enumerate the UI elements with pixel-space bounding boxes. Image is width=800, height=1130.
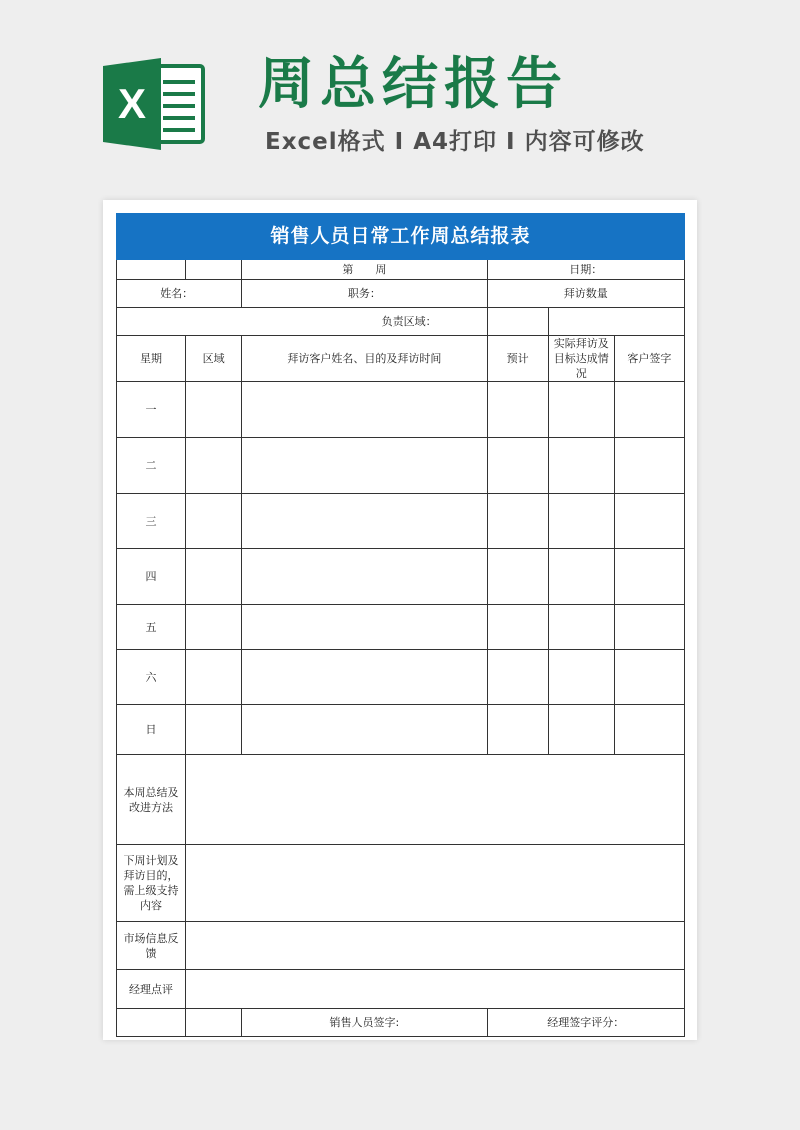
blank-cell[interactable] xyxy=(186,260,242,280)
week-row xyxy=(117,260,685,280)
signature-cell[interactable] xyxy=(614,438,684,494)
visit-details-cell[interactable] xyxy=(242,605,487,650)
visits-count-planned-value[interactable] xyxy=(487,308,548,336)
col-visit-details: 拜访客户姓名、目的及拜访时间 xyxy=(242,336,487,382)
week-cell[interactable]: 第 周 xyxy=(242,260,487,280)
day-row xyxy=(117,650,685,705)
manager-comment-row xyxy=(117,970,685,1009)
day-label: 五 xyxy=(117,605,186,650)
day-label: 一 xyxy=(117,382,186,438)
blank-cell[interactable] xyxy=(117,260,186,280)
feedback-row xyxy=(117,922,685,970)
visit-details-cell[interactable] xyxy=(242,382,487,438)
column-header-row xyxy=(117,336,685,382)
next-week-plan-content[interactable] xyxy=(186,845,685,922)
day-label: 四 xyxy=(117,549,186,605)
col-customer-signature: 客户签字 xyxy=(614,336,684,382)
col-actual-result: 实际拜访及目标达成情况 xyxy=(548,336,614,382)
day-row xyxy=(117,494,685,549)
market-feedback-content[interactable] xyxy=(186,922,685,970)
day-row xyxy=(117,549,685,605)
visit-details-cell[interactable] xyxy=(242,650,487,705)
next-week-plan-label: 下周计划及拜访目的，需上级支持内容 xyxy=(117,845,186,922)
name-row xyxy=(117,280,685,308)
day-label: 六 xyxy=(117,650,186,705)
region-cell[interactable] xyxy=(186,494,242,549)
col-weekday: 星期 xyxy=(117,336,186,382)
position-label: 职务： xyxy=(242,280,487,308)
planned-cell[interactable] xyxy=(487,650,548,705)
region-cell[interactable] xyxy=(186,650,242,705)
summary-label: 本周总结及改进方法 xyxy=(117,755,186,845)
signature-cell[interactable] xyxy=(614,650,684,705)
planned-cell[interactable] xyxy=(487,438,548,494)
col-planned: 预计 xyxy=(487,336,548,382)
day-row xyxy=(117,382,685,438)
banner-row xyxy=(117,214,685,260)
actual-cell[interactable] xyxy=(548,494,614,549)
signature-cell[interactable] xyxy=(614,382,684,438)
plan-row xyxy=(117,845,685,922)
signature-cell[interactable] xyxy=(614,549,684,605)
weekly-report-table xyxy=(116,213,685,1037)
planned-cell[interactable] xyxy=(487,605,548,650)
planned-cell[interactable] xyxy=(487,549,548,605)
region-cell[interactable] xyxy=(186,382,242,438)
blank-cell[interactable] xyxy=(186,1009,242,1037)
visits-count-actual-value[interactable] xyxy=(548,308,684,336)
planned-cell[interactable] xyxy=(487,382,548,438)
visit-details-cell[interactable] xyxy=(242,549,487,605)
market-feedback-label: 市场信息反馈 xyxy=(117,922,186,970)
summary-row xyxy=(117,755,685,845)
page-header xyxy=(0,0,800,200)
day-label: 日 xyxy=(117,705,186,755)
actual-cell[interactable] xyxy=(548,605,614,650)
manager-comment-content[interactable] xyxy=(186,970,685,1009)
day-row xyxy=(117,605,685,650)
visit-details-cell[interactable] xyxy=(242,705,487,755)
day-label: 二 xyxy=(117,438,186,494)
region-cell[interactable] xyxy=(186,605,242,650)
planned-cell[interactable] xyxy=(487,705,548,755)
manager-signature-label[interactable]: 经理签字评分： xyxy=(487,1009,684,1037)
actual-cell[interactable] xyxy=(548,650,614,705)
summary-content[interactable] xyxy=(186,755,685,845)
name-label: 姓名： xyxy=(117,280,242,308)
excel-logo-icon xyxy=(103,58,205,150)
visits-count-label: 拜访数量 xyxy=(487,280,684,308)
visit-details-cell[interactable] xyxy=(242,438,487,494)
region-cell[interactable] xyxy=(186,438,242,494)
col-region: 区域 xyxy=(186,336,242,382)
actual-cell[interactable] xyxy=(548,382,614,438)
page-title: 周总结报告 xyxy=(258,52,568,117)
area-label: 负责区域： xyxy=(117,308,488,336)
day-row xyxy=(117,438,685,494)
manager-comment-label: 经理点评 xyxy=(117,970,186,1009)
date-cell[interactable]: 日期： xyxy=(487,260,684,280)
region-cell[interactable] xyxy=(186,549,242,605)
signature-cell[interactable] xyxy=(614,494,684,549)
sales-signature-label[interactable]: 销售人员签字: xyxy=(242,1009,487,1037)
blank-cell[interactable] xyxy=(117,1009,186,1037)
visit-details-cell[interactable] xyxy=(242,494,487,549)
paper-sheet xyxy=(103,200,697,1040)
day-label: 三 xyxy=(117,494,186,549)
signature-cell[interactable] xyxy=(614,605,684,650)
actual-cell[interactable] xyxy=(548,549,614,605)
day-row xyxy=(117,705,685,755)
actual-cell[interactable] xyxy=(548,705,614,755)
form-banner: 销售人员日常工作周总结报表 xyxy=(117,214,685,260)
planned-cell[interactable] xyxy=(487,494,548,549)
page-subtitle: Excel格式 I A4打印 I 内容可修改 xyxy=(265,129,645,155)
actual-cell[interactable] xyxy=(548,438,614,494)
logo-letter: X xyxy=(117,80,147,127)
area-row xyxy=(117,308,685,336)
signature-cell[interactable] xyxy=(614,705,684,755)
region-cell[interactable] xyxy=(186,705,242,755)
signature-row xyxy=(117,1009,685,1037)
